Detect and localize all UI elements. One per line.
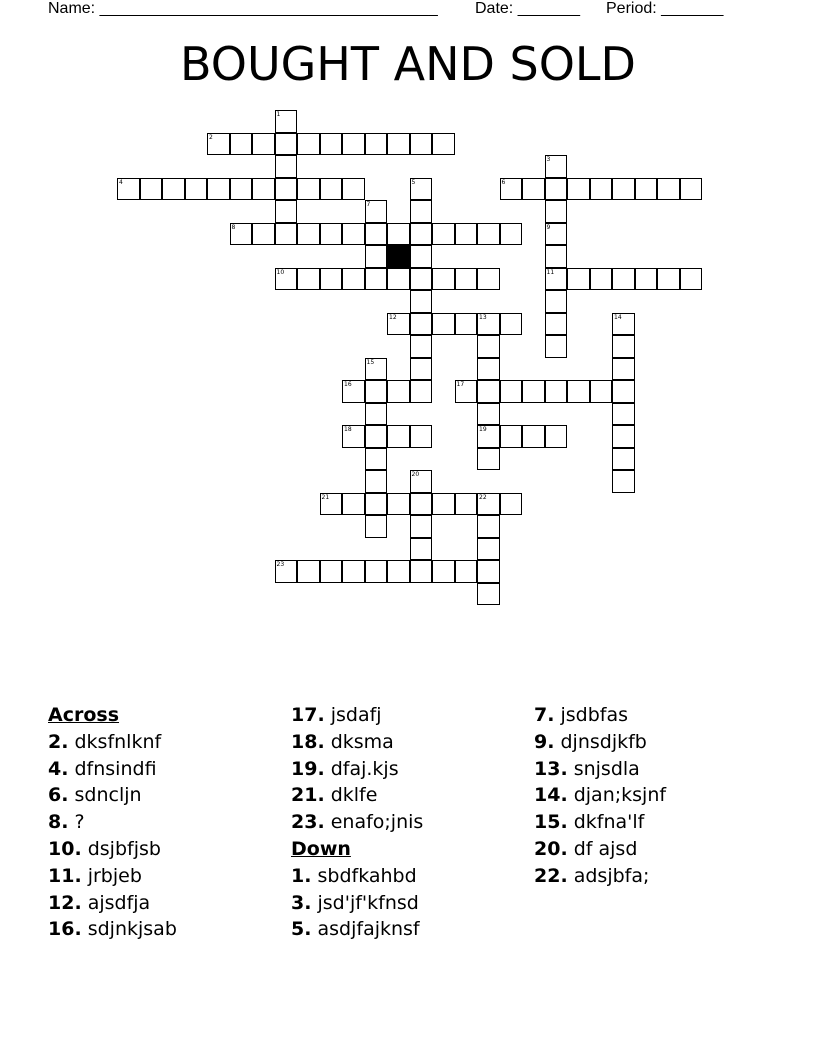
clue-number-label: 23 <box>276 561 285 568</box>
grid-cell[interactable] <box>365 358 388 381</box>
grid-cell[interactable] <box>342 133 365 156</box>
grid-cell[interactable] <box>275 268 298 291</box>
grid-cell[interactable] <box>455 380 478 403</box>
grid-cell[interactable] <box>410 425 433 448</box>
clue-number-label: 7 <box>366 201 371 208</box>
clue-number-label: 20 <box>411 471 420 478</box>
grid-cell[interactable] <box>342 380 365 403</box>
clue-column-1 <box>48 702 177 943</box>
grid-cell[interactable] <box>410 380 433 403</box>
grid-cell[interactable] <box>365 268 388 291</box>
grid-cell[interactable] <box>342 493 365 516</box>
grid-cell[interactable] <box>567 178 590 201</box>
clue-number-label: 18 <box>344 426 352 433</box>
grid-cell[interactable] <box>365 560 388 583</box>
grid-cell[interactable] <box>410 290 433 313</box>
clue-text: df ajsd <box>567 837 638 860</box>
grid-cell[interactable] <box>387 493 410 516</box>
grid-cell[interactable] <box>342 178 365 201</box>
grid-cell[interactable] <box>252 223 275 246</box>
grid-cell[interactable] <box>522 380 545 403</box>
grid-cell[interactable] <box>365 470 388 493</box>
grid-cell[interactable] <box>365 515 388 538</box>
grid-cell[interactable] <box>500 178 523 201</box>
grid-cell[interactable] <box>432 560 455 583</box>
grid-cell[interactable] <box>410 470 433 493</box>
clue-text: dsjbfjsb <box>81 837 161 860</box>
clue-number: 3. <box>291 891 312 914</box>
clue-text: jsdbfas <box>554 704 629 726</box>
grid-cell[interactable] <box>455 223 478 246</box>
clue-text: enafo;jnis <box>324 811 424 834</box>
black-square <box>387 245 410 268</box>
clue-number: 13. <box>534 757 568 780</box>
clue-item <box>534 702 666 729</box>
clue-item <box>291 809 423 836</box>
grid-cell[interactable] <box>365 493 388 516</box>
grid-cell[interactable] <box>477 268 500 291</box>
clue-item <box>534 836 666 863</box>
clue-item <box>291 756 423 783</box>
clue-item <box>534 729 666 756</box>
grid-cell[interactable] <box>590 268 613 291</box>
grid-cell[interactable] <box>545 178 568 201</box>
clue-item <box>48 729 177 756</box>
across-heading: Across <box>48 704 120 726</box>
grid-cell[interactable] <box>477 425 500 448</box>
clue-item <box>48 809 177 836</box>
grid-cell[interactable] <box>500 380 523 403</box>
clue-number: 8. <box>48 811 69 834</box>
grid-cell[interactable] <box>162 178 185 201</box>
clue-text: dklfe <box>324 784 378 807</box>
grid-cell[interactable] <box>252 178 275 201</box>
grid-cell[interactable] <box>387 133 410 156</box>
grid-cell[interactable] <box>635 268 658 291</box>
clue-item <box>534 809 666 836</box>
grid-cell[interactable] <box>455 313 478 336</box>
clue-number: 16. <box>48 918 82 941</box>
grid-cell[interactable] <box>320 268 343 291</box>
clue-text: jrbjeb <box>81 864 142 887</box>
grid-cell[interactable] <box>207 133 230 156</box>
period-field[interactable]: Period: _______ <box>606 0 724 17</box>
grid-cell[interactable] <box>297 133 320 156</box>
clue-item <box>291 916 423 943</box>
grid-cell[interactable] <box>275 155 298 178</box>
grid-cell[interactable] <box>207 178 230 201</box>
grid-cell[interactable] <box>230 133 253 156</box>
grid-cell[interactable] <box>117 178 140 201</box>
clue-item <box>48 916 177 943</box>
grid-cell[interactable] <box>477 223 500 246</box>
grid-cell[interactable] <box>477 515 500 538</box>
clue-item <box>534 756 666 783</box>
grid-cell[interactable] <box>410 268 433 291</box>
grid-cell[interactable] <box>387 223 410 246</box>
grid-cell[interactable] <box>387 425 410 448</box>
clue-item <box>48 836 177 863</box>
grid-cell[interactable] <box>567 268 590 291</box>
clue-number-label: 13 <box>479 313 487 321</box>
grid-cell[interactable] <box>410 538 433 561</box>
grid-cell[interactable] <box>365 133 388 156</box>
grid-cell[interactable] <box>320 560 343 583</box>
clue-item <box>48 756 177 783</box>
clue-text: sdjnkjsab <box>81 918 177 941</box>
clue-number: 5. <box>291 918 312 941</box>
grid-cell[interactable] <box>612 335 635 358</box>
grid-cell[interactable] <box>432 268 455 291</box>
clue-column-3 <box>534 702 666 890</box>
clue-text: djnsdjkfb <box>554 730 647 753</box>
grid-cell[interactable] <box>545 335 568 358</box>
grid-cell[interactable] <box>432 223 455 246</box>
clue-number: 6. <box>48 784 69 807</box>
grid-cell[interactable] <box>612 403 635 426</box>
clue-text: jsd'jf'kfnsd <box>311 891 419 914</box>
clue-number-label: 3 <box>546 156 551 163</box>
grid-cell[interactable] <box>410 200 433 223</box>
grid-cell[interactable] <box>410 245 433 268</box>
clue-number: 17. <box>291 704 325 726</box>
grid-cell[interactable] <box>365 245 388 268</box>
grid-cell[interactable] <box>500 493 523 516</box>
grid-cell[interactable] <box>140 178 163 201</box>
clue-text: adsjbfa; <box>567 864 650 887</box>
grid-cell[interactable] <box>365 403 388 426</box>
clue-item <box>534 782 666 809</box>
grid-cell[interactable] <box>612 380 635 403</box>
clue-number-label: 19 <box>479 426 487 433</box>
grid-cell[interactable] <box>275 223 298 246</box>
grid-cell[interactable] <box>365 380 388 403</box>
clue-item <box>291 890 423 917</box>
clue-number-label: 6 <box>501 178 506 186</box>
grid-cell[interactable] <box>432 493 455 516</box>
grid-cell[interactable] <box>410 133 433 156</box>
clue-number: 4. <box>48 757 69 780</box>
grid-cell[interactable] <box>320 493 343 516</box>
clue-number: 1. <box>291 864 312 887</box>
grid-cell[interactable] <box>365 425 388 448</box>
clue-item <box>291 782 423 809</box>
clue-item <box>291 702 423 729</box>
grid-cell[interactable] <box>275 200 298 223</box>
puzzle-title: BOUGHT AND SOLD <box>180 37 636 91</box>
grid-cell[interactable] <box>477 403 500 426</box>
clue-number-label: 2 <box>209 133 213 141</box>
grid-cell[interactable] <box>342 223 365 246</box>
grid-cell[interactable] <box>455 493 478 516</box>
grid-cell[interactable] <box>477 538 500 561</box>
clue-item <box>534 863 666 890</box>
grid-cell[interactable] <box>297 268 320 291</box>
grid-cell[interactable] <box>657 268 680 291</box>
clue-text: dksma <box>324 730 394 753</box>
clue-number: 15. <box>534 811 568 834</box>
grid-cell[interactable] <box>410 223 433 246</box>
clue-item <box>291 863 423 890</box>
grid-cell[interactable] <box>635 178 658 201</box>
grid-cell[interactable] <box>230 178 253 201</box>
clue-number-label: 4 <box>119 178 123 186</box>
grid-cell[interactable] <box>590 178 613 201</box>
clue-number-label: 8 <box>231 223 236 231</box>
clue-number-label: 9 <box>546 223 551 231</box>
clue-text: sbdfkahbd <box>311 864 417 887</box>
grid-cell[interactable] <box>275 110 298 133</box>
grid-cell[interactable] <box>477 313 500 336</box>
grid-cell[interactable] <box>410 493 433 516</box>
grid-cell[interactable] <box>275 178 298 201</box>
clue-text: sdncljn <box>68 784 142 807</box>
clue-number: 20. <box>534 837 568 860</box>
clue-number: 21. <box>291 784 325 807</box>
clue-column-2 <box>291 702 423 943</box>
clue-text: dksfnlknf <box>68 730 162 753</box>
grid-cell[interactable] <box>410 335 433 358</box>
grid-cell[interactable] <box>410 560 433 583</box>
grid-cell[interactable] <box>365 200 388 223</box>
clue-text: jsdafj <box>324 704 382 726</box>
clue-item <box>48 782 177 809</box>
grid-cell[interactable] <box>387 313 410 336</box>
clue-number-label: 10 <box>276 268 285 276</box>
clue-number: 2. <box>48 730 69 753</box>
clue-number-label: 17 <box>456 381 465 388</box>
grid-cell[interactable] <box>612 268 635 291</box>
grid-cell[interactable] <box>567 380 590 403</box>
grid-cell[interactable] <box>612 358 635 381</box>
grid-cell[interactable] <box>365 223 388 246</box>
clue-text: dfnsindfi <box>68 757 157 780</box>
grid-cell[interactable] <box>297 223 320 246</box>
clue-number-label: 15 <box>366 358 375 366</box>
grid-cell[interactable] <box>320 223 343 246</box>
grid-cell[interactable] <box>477 448 500 471</box>
grid-cell[interactable] <box>365 448 388 471</box>
clue-text: snjsdla <box>567 757 640 780</box>
grid-cell[interactable] <box>432 313 455 336</box>
clue-item <box>291 729 423 756</box>
grid-cell[interactable] <box>545 290 568 313</box>
grid-cell[interactable] <box>410 313 433 336</box>
grid-cell[interactable] <box>477 493 500 516</box>
grid-cell[interactable] <box>545 223 568 246</box>
grid-cell[interactable] <box>612 178 635 201</box>
grid-cell[interactable] <box>522 178 545 201</box>
grid-cell[interactable] <box>387 268 410 291</box>
grid-cell[interactable] <box>657 178 680 201</box>
grid-cell[interactable] <box>590 380 613 403</box>
grid-cell[interactable] <box>297 178 320 201</box>
clue-number-label: 5 <box>411 178 416 186</box>
grid-cell[interactable] <box>230 223 253 246</box>
clue-number-label: 11 <box>546 268 555 276</box>
grid-cell[interactable] <box>477 335 500 358</box>
grid-cell[interactable] <box>297 560 320 583</box>
grid-cell[interactable] <box>612 313 635 336</box>
grid-cell[interactable] <box>545 245 568 268</box>
grid-cell[interactable] <box>342 268 365 291</box>
clue-text: dfaj.kjs <box>324 757 399 780</box>
grid-cell[interactable] <box>455 560 478 583</box>
clue-text: dkfna'lf <box>567 811 645 834</box>
down-heading: Down <box>291 837 351 860</box>
grid-cell[interactable] <box>477 358 500 381</box>
clue-number: 9. <box>534 730 555 753</box>
clue-number-label: 12 <box>389 313 397 321</box>
clue-number: 7. <box>534 704 555 726</box>
grid-cell[interactable] <box>320 133 343 156</box>
clue-number: 11. <box>48 864 82 887</box>
grid-cell[interactable] <box>410 358 433 381</box>
grid-cell[interactable] <box>612 470 635 493</box>
grid-cell[interactable] <box>500 223 523 246</box>
clue-number-label: 14 <box>614 313 622 321</box>
grid-cell[interactable] <box>342 425 365 448</box>
grid-cell[interactable] <box>522 425 545 448</box>
clue-number: 23. <box>291 811 325 834</box>
grid-cell[interactable] <box>410 178 433 201</box>
date-field[interactable]: Date: _______ <box>475 0 580 17</box>
grid-cell[interactable] <box>500 425 523 448</box>
grid-cell[interactable] <box>500 313 523 336</box>
grid-cell[interactable] <box>320 178 343 201</box>
grid-cell[interactable] <box>680 178 703 201</box>
clue-text: ajsdfja <box>81 891 151 914</box>
grid-cell[interactable] <box>477 380 500 403</box>
clue-number: 22. <box>534 864 568 887</box>
clue-number-label: 22 <box>479 493 487 501</box>
grid-cell[interactable] <box>387 560 410 583</box>
grid-cell[interactable] <box>680 268 703 291</box>
grid-cell[interactable] <box>545 200 568 223</box>
clue-number: 10. <box>48 837 82 860</box>
grid-cell[interactable] <box>545 313 568 336</box>
grid-cell[interactable] <box>477 583 500 606</box>
grid-cell[interactable] <box>545 425 568 448</box>
grid-cell[interactable] <box>387 380 410 403</box>
grid-cell[interactable] <box>342 560 365 583</box>
clue-text: asdjfajknsf <box>311 918 420 941</box>
grid-cell[interactable] <box>252 133 275 156</box>
grid-cell[interactable] <box>432 133 455 156</box>
clue-item <box>48 863 177 890</box>
clue-number: 18. <box>291 730 325 753</box>
grid-cell[interactable] <box>275 560 298 583</box>
grid-cell[interactable] <box>545 268 568 291</box>
grid-cell[interactable] <box>477 560 500 583</box>
clue-number-label: 21 <box>321 493 330 501</box>
clue-number: 14. <box>534 784 568 807</box>
clue-number: 12. <box>48 891 82 914</box>
name-field[interactable]: Name: ______________________________________ <box>48 0 438 17</box>
clue-text: ? <box>68 811 85 834</box>
grid-cell[interactable] <box>455 268 478 291</box>
grid-cell[interactable] <box>612 448 635 471</box>
grid-cell[interactable] <box>185 178 208 201</box>
grid-cell[interactable] <box>545 380 568 403</box>
grid-cell[interactable] <box>612 425 635 448</box>
grid-cell[interactable] <box>545 155 568 178</box>
clue-number-label: 16 <box>344 381 352 388</box>
grid-cell[interactable] <box>410 515 433 538</box>
clue-item <box>48 890 177 917</box>
grid-cell[interactable] <box>275 133 298 156</box>
clue-number-label: 1 <box>276 111 281 118</box>
clue-number: 19. <box>291 757 325 780</box>
clue-text: djan;ksjnf <box>567 784 667 807</box>
